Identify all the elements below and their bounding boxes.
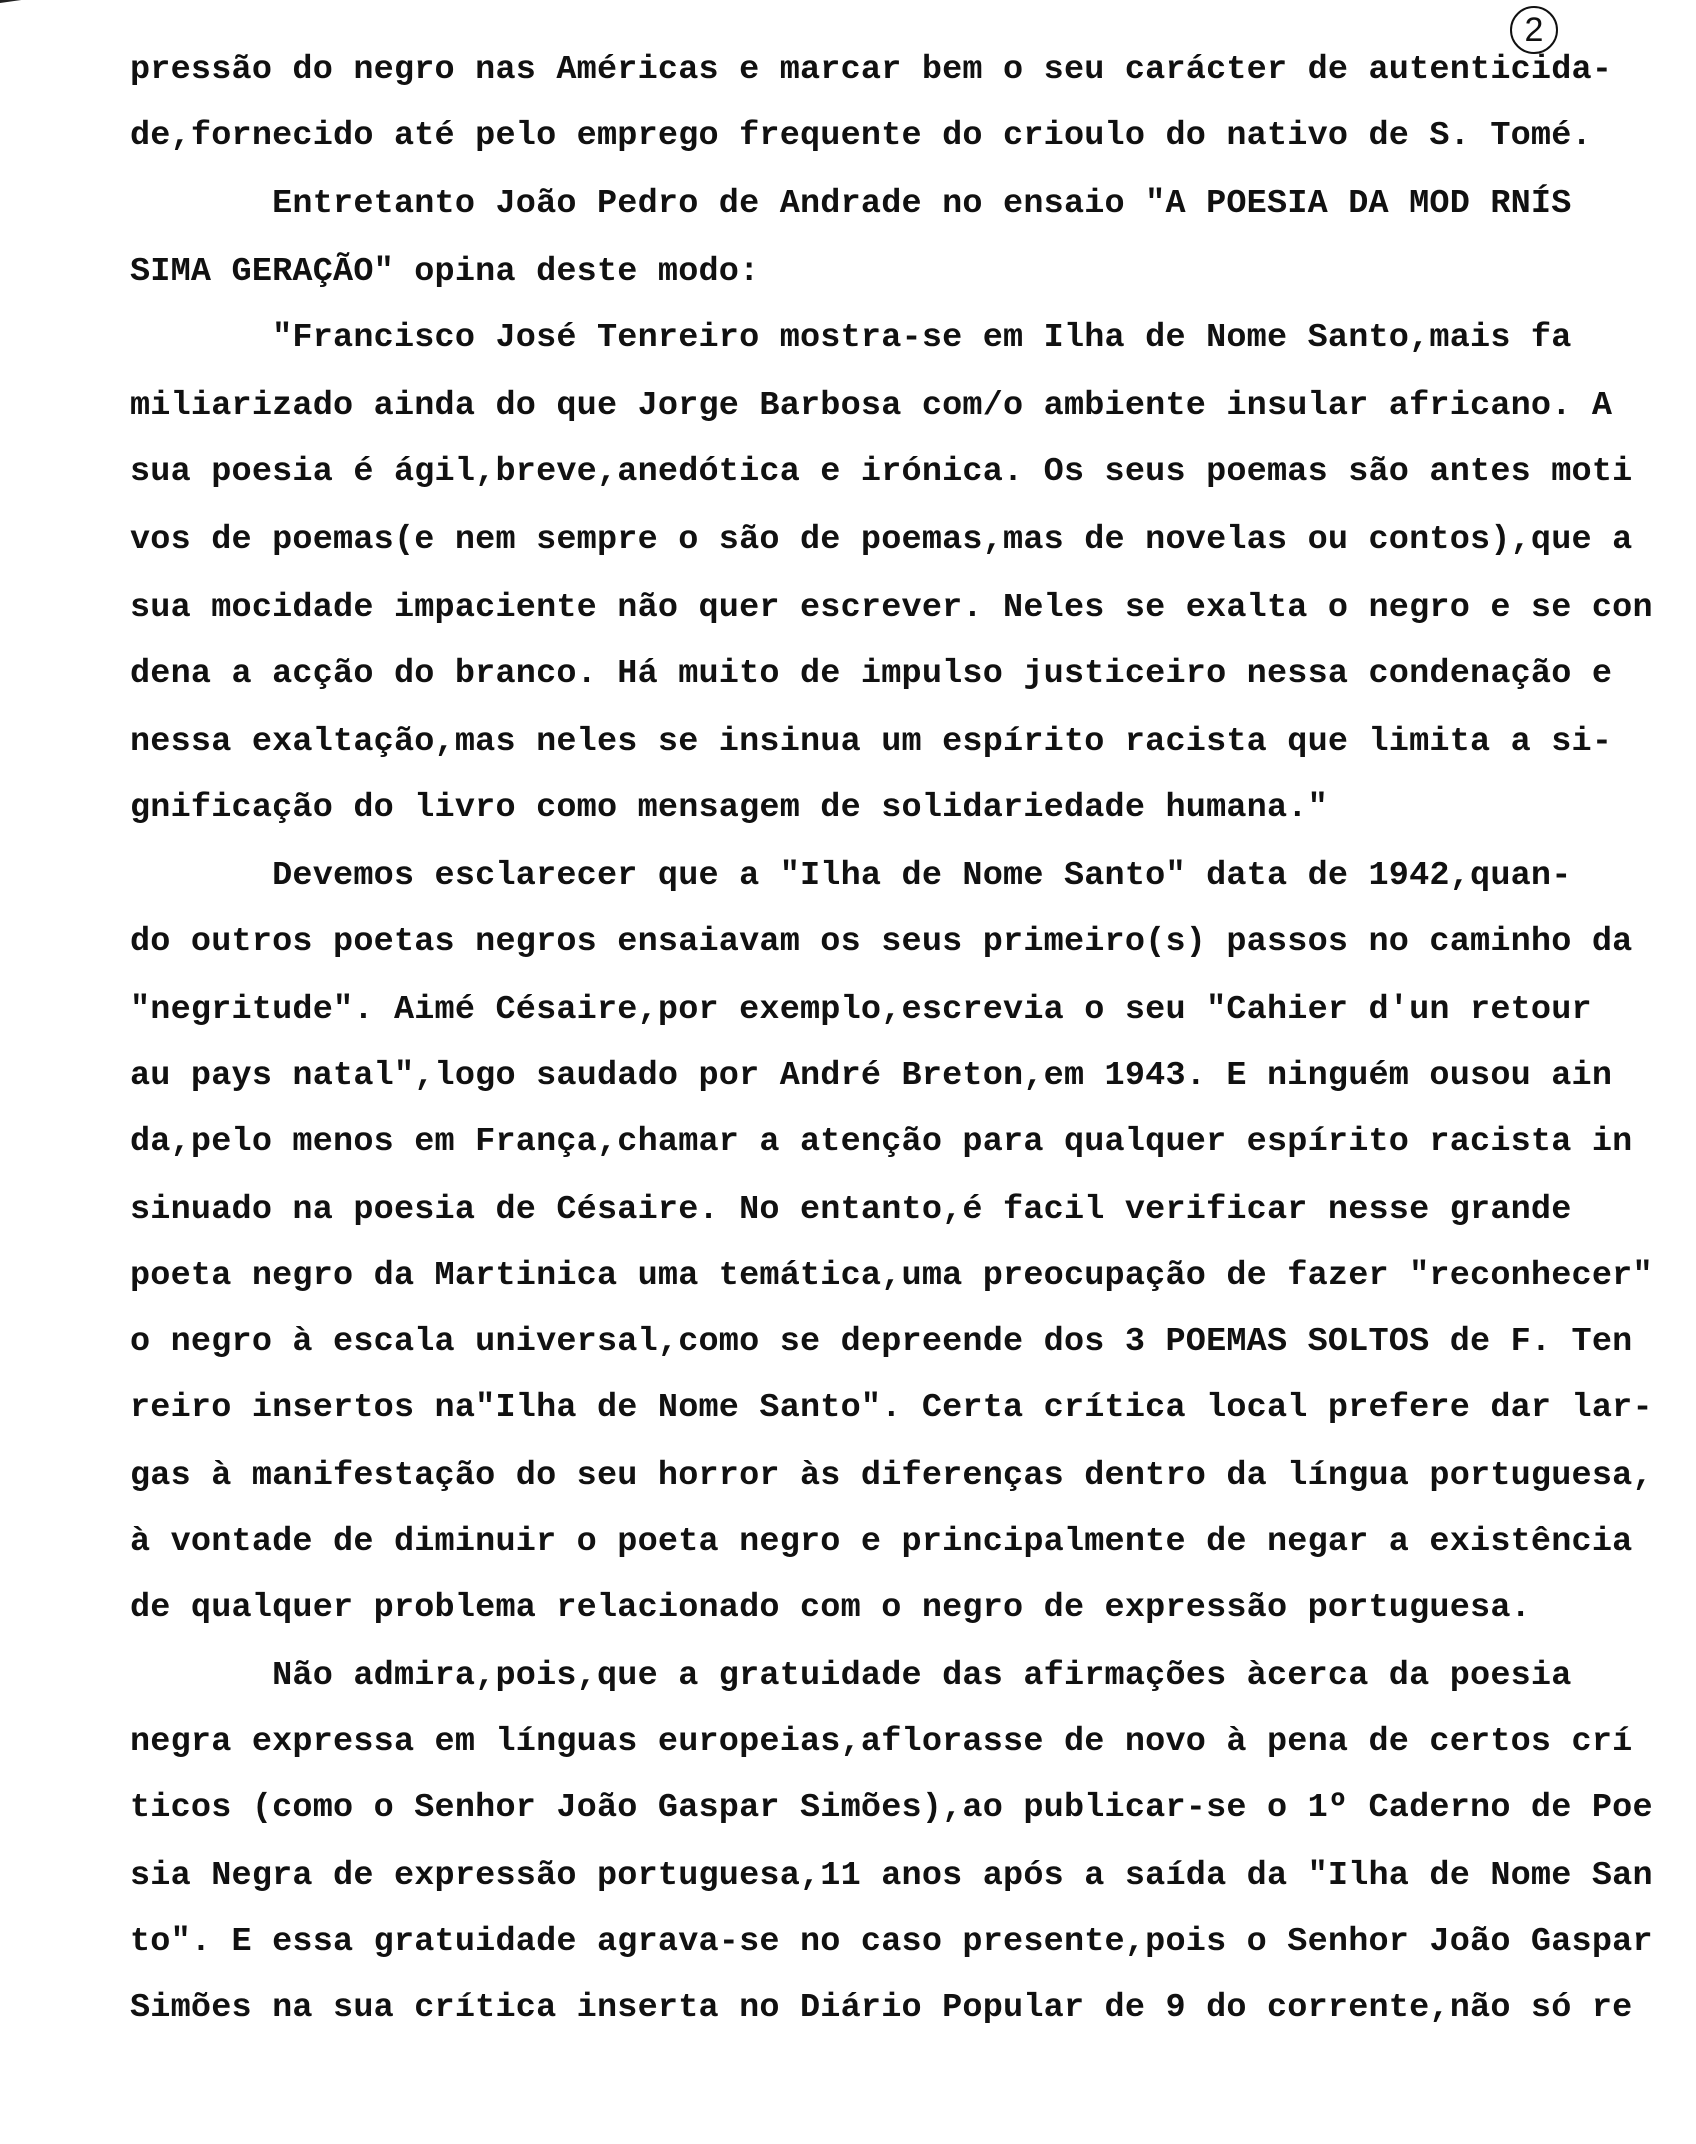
text-line: Devemos esclarecer que a "Ilha de Nome Santo" data de 1942,quan- xyxy=(130,857,1572,895)
text-line: to". E essa gratuidade agrava-se no caso presente,pois o Senhor João Gaspar xyxy=(130,1923,1653,1961)
text-line: pressão do negro nas Américas e marcar bem o seu carácter de autenticida- xyxy=(130,51,1613,89)
page-number: 2 xyxy=(1510,6,1558,54)
text-line: sua mocidade impaciente não quer escrever. Neles se exalta o negro e se con xyxy=(130,589,1653,627)
text-line: gnificação do livro como mensagem de solidariedade humana." xyxy=(130,789,1328,827)
text-line: ticos (como o Senhor João Gaspar Simões),ao publicar-se o 1º Caderno de Poe xyxy=(130,1789,1653,1827)
text-line: SIMA GERAÇÃO" opina deste modo: xyxy=(130,253,760,291)
text-line: au pays natal",logo saudado por André Breton,em 1943. E ninguém ousou ain xyxy=(130,1057,1613,1095)
text-line: sia Negra de expressão portuguesa,11 anos após a saída da "Ilha de Nome San xyxy=(130,1857,1653,1895)
text-line: nessa exaltação,mas neles se insinua um espírito racista que limita a si- xyxy=(130,723,1613,761)
text-line: "Francisco José Tenreiro mostra-se em Ilha de Nome Santo,mais fa xyxy=(130,319,1572,357)
text-line: de qualquer problema relacionado com o negro de expressão portuguesa. xyxy=(130,1589,1531,1627)
text-line: Entretanto João Pedro de Andrade no ensaio "A POESIA DA MOD RNÍS xyxy=(130,185,1572,223)
text-line: reiro insertos na"Ilha de Nome Santo". Certa crítica local prefere dar lar- xyxy=(130,1389,1653,1427)
corner-scan-mark xyxy=(0,0,60,27)
text-line: do outros poetas negros ensaiavam os seus primeiro(s) passos no caminho da xyxy=(130,923,1633,961)
text-line: o negro à escala universal,como se depreende dos 3 POEMAS SOLTOS de F. Ten xyxy=(130,1323,1633,1361)
text-line: à vontade de diminuir o poeta negro e principalmente de negar a existência xyxy=(130,1523,1633,1561)
text-line: Simões na sua crítica inserta no Diário Popular de 9 do corrente,não só re xyxy=(130,1989,1633,2027)
text-line: sua poesia é ágil,breve,anedótica e irónica. Os seus poemas são antes moti xyxy=(130,453,1633,491)
text-line: poeta negro da Martinica uma temática,uma preocupação de fazer "reconhecer" xyxy=(130,1257,1653,1295)
text-line: miliarizado ainda do que Jorge Barbosa com/o ambiente insular africano. A xyxy=(130,387,1613,425)
text-line: de,fornecido até pelo emprego frequente do crioulo do nativo de S. Tomé. xyxy=(130,117,1592,155)
text-line: gas à manifestação do seu horror às diferenças dentro da língua portuguesa, xyxy=(130,1457,1653,1495)
text-line: Não admira,pois,que a gratuidade das afirmações àcerca da poesia xyxy=(130,1657,1572,1695)
text-line: vos de poemas(e nem sempre o são de poemas,mas de novelas ou contos),que a xyxy=(130,521,1633,559)
text-line: negra expressa em línguas europeias,aflorasse de novo à pena de certos crí xyxy=(130,1723,1633,1761)
text-line: sinuado na poesia de Césaire. No entanto,é facil verificar nesse grande xyxy=(130,1191,1572,1229)
text-line: da,pelo menos em França,chamar a atenção para qualquer espírito racista in xyxy=(130,1123,1633,1161)
text-line: "negritude". Aimé Césaire,por exemplo,escrevia o seu "Cahier d'un retour xyxy=(130,991,1592,1029)
text-line: dena a acção do branco. Há muito de impulso justiceiro nessa condenação e xyxy=(130,655,1613,693)
